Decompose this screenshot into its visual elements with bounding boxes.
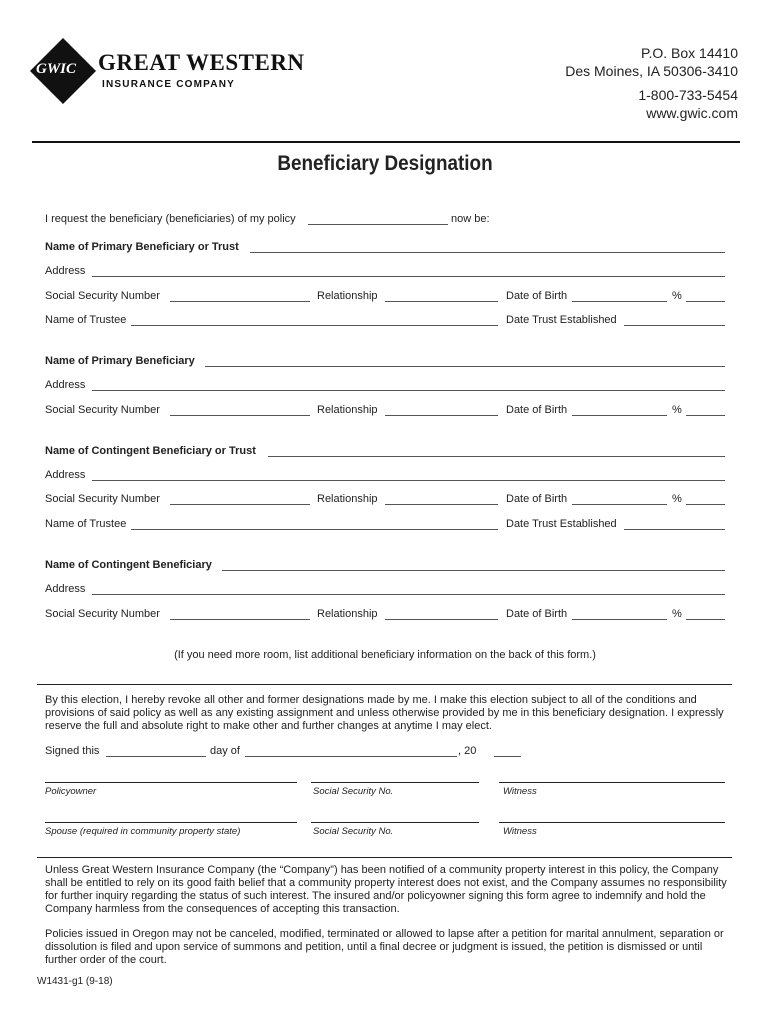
primary-name-field[interactable]	[205, 366, 725, 367]
trustee-label: Name of Trustee	[45, 314, 127, 326]
ssn-label: Social Security Number	[45, 493, 160, 505]
address-label: Address	[45, 265, 86, 277]
spouse-witness-label: Witness	[503, 826, 537, 837]
policy-number-field[interactable]	[308, 224, 448, 225]
spouse-ssn-no-label: Social Security No.	[313, 826, 394, 837]
ssn-field[interactable]	[170, 619, 310, 620]
address-label: Address	[45, 583, 86, 595]
signed-this-label: Signed this	[45, 745, 100, 757]
dob-field[interactable]	[572, 415, 667, 416]
trustee-field[interactable]	[131, 325, 498, 326]
dob-field[interactable]	[572, 619, 667, 620]
witness-label: Witness	[503, 786, 537, 797]
dob-label: Date of Birth	[506, 404, 568, 416]
percent-field[interactable]	[686, 504, 725, 505]
spouse-witness-signature-line[interactable]	[499, 822, 725, 823]
logo-subtitle: INSURANCE COMPANY	[102, 79, 235, 90]
contingent-trust-name-field[interactable]	[268, 456, 725, 457]
percent-field[interactable]	[686, 301, 725, 302]
divider	[37, 684, 732, 685]
percent-field[interactable]	[686, 415, 725, 416]
company-address	[565, 44, 738, 122]
relationship-label: Relationship	[317, 404, 378, 416]
percent-label: %	[672, 404, 682, 416]
ssn-signature-line[interactable]	[311, 782, 479, 783]
address-field[interactable]	[92, 276, 725, 277]
trust-established-field[interactable]	[624, 529, 725, 530]
ssn-label: Social Security Number	[45, 404, 160, 416]
dob-label: Date of Birth	[506, 290, 568, 302]
address-field[interactable]	[92, 480, 725, 481]
company-phone: 1-800-733-5454	[638, 87, 738, 103]
form-number: W1431-g1 (9-18)	[37, 976, 113, 987]
intro-text: I request the beneficiary (beneficiaries) of my policy	[45, 213, 296, 225]
contingent-name-field[interactable]	[222, 570, 725, 571]
dob-field[interactable]	[572, 301, 667, 302]
primary-trust-name-label: Name of Primary Beneficiary or Trust	[45, 241, 239, 253]
address-field[interactable]	[92, 594, 725, 595]
contingent-trust-name-label: Name of Contingent Beneficiary or Trust	[45, 445, 256, 457]
ssn-field[interactable]	[170, 504, 310, 505]
relationship-field[interactable]	[385, 619, 498, 620]
signed-day-field[interactable]	[106, 756, 206, 757]
trustee-label: Name of Trustee	[45, 518, 127, 530]
relationship-field[interactable]	[385, 504, 498, 505]
trust-established-label: Date Trust Established	[506, 314, 617, 326]
ssn-field[interactable]	[170, 415, 310, 416]
trust-established-label: Date Trust Established	[506, 518, 617, 530]
relationship-label: Relationship	[317, 493, 378, 505]
policyowner-signature-line[interactable]	[45, 782, 297, 783]
signed-month-field[interactable]	[245, 756, 457, 757]
relationship-field[interactable]	[385, 415, 498, 416]
ssn-label: Social Security Number	[45, 608, 160, 620]
address-label: Address	[45, 379, 86, 391]
spouse-ssn-signature-line[interactable]	[311, 822, 479, 823]
divider	[37, 857, 732, 858]
witness-signature-line[interactable]	[499, 782, 725, 783]
ssn-no-label: Social Security No.	[313, 786, 394, 797]
ssn-label: Social Security Number	[45, 290, 160, 302]
dob-field[interactable]	[572, 504, 667, 505]
primary-name-label: Name of Primary Beneficiary	[45, 355, 195, 367]
form-title: Beneficiary Designation	[277, 152, 493, 175]
intro-suffix: now be:	[451, 213, 490, 225]
address-field[interactable]	[92, 390, 725, 391]
percent-label: %	[672, 608, 682, 620]
primary-trust-name-field[interactable]	[250, 252, 725, 253]
percent-field[interactable]	[686, 619, 725, 620]
dob-label: Date of Birth	[506, 608, 568, 620]
trustee-field[interactable]	[131, 529, 498, 530]
contingent-name-label: Name of Contingent Beneficiary	[45, 559, 212, 571]
election-paragraph: By this election, I hereby revoke all other and former designations made by me. I make this election subject to all of the conditions and provisions of said policy as well as any existing assignment and unless otherwise provided by me in this beneficiary designation. I expressly reserve the full and absolute right to make other and further changes at anytime I may elect.	[45, 694, 724, 732]
address-label: Address	[45, 469, 86, 481]
ssn-field[interactable]	[170, 301, 310, 302]
spouse-signature-line[interactable]	[45, 822, 297, 823]
logo-name: GREAT WESTERN	[98, 50, 305, 75]
relationship-field[interactable]	[385, 301, 498, 302]
policyowner-label: Policyowner	[45, 786, 97, 797]
header-rule	[32, 141, 740, 143]
signed-year-field[interactable]	[494, 756, 521, 757]
relationship-label: Relationship	[317, 608, 378, 620]
relationship-label: Relationship	[317, 290, 378, 302]
dob-label: Date of Birth	[506, 493, 568, 505]
company-website: www.gwic.com	[646, 105, 738, 121]
community-property-paragraph: Unless Great Western Insurance Company (the “Company”) has been notified of a community property interest in this policy, the Company shall be entitled to rely on its good faith belief that a community property interest does not exist, and the Company assumes no responsibility for further inquiry regarding the status of such interest. The insured and/or policyowner signing this form agree to indemnify and hold the Company harmless from the consequences of accepting this transaction.	[45, 864, 727, 915]
logo-abbr: GWIC	[36, 61, 77, 77]
spouse-label: Spouse (required in community property state)	[45, 826, 241, 837]
percent-label: %	[672, 290, 682, 302]
year-prefix-label: , 20	[458, 745, 477, 757]
oregon-paragraph: Policies issued in Oregon may not be canceled, modified, terminated or allowed to lapse after a petition for marital annulment, separation or dissolution is filed and upon service of summons and petition, until a final decree or judgment is issued, the petition is dismissed or until further order of the court.	[45, 928, 724, 966]
more-room-note: (If you need more room, list additional beneficiary information on the back of this form.)	[174, 649, 596, 661]
address-line1: P.O. Box 14410	[640, 45, 738, 61]
company-logo	[28, 36, 305, 106]
day-of-label: day of	[210, 745, 240, 757]
trust-established-field[interactable]	[624, 325, 725, 326]
percent-label: %	[672, 493, 682, 505]
address-line2: Des Moines, IA 50306-3410	[565, 63, 738, 79]
